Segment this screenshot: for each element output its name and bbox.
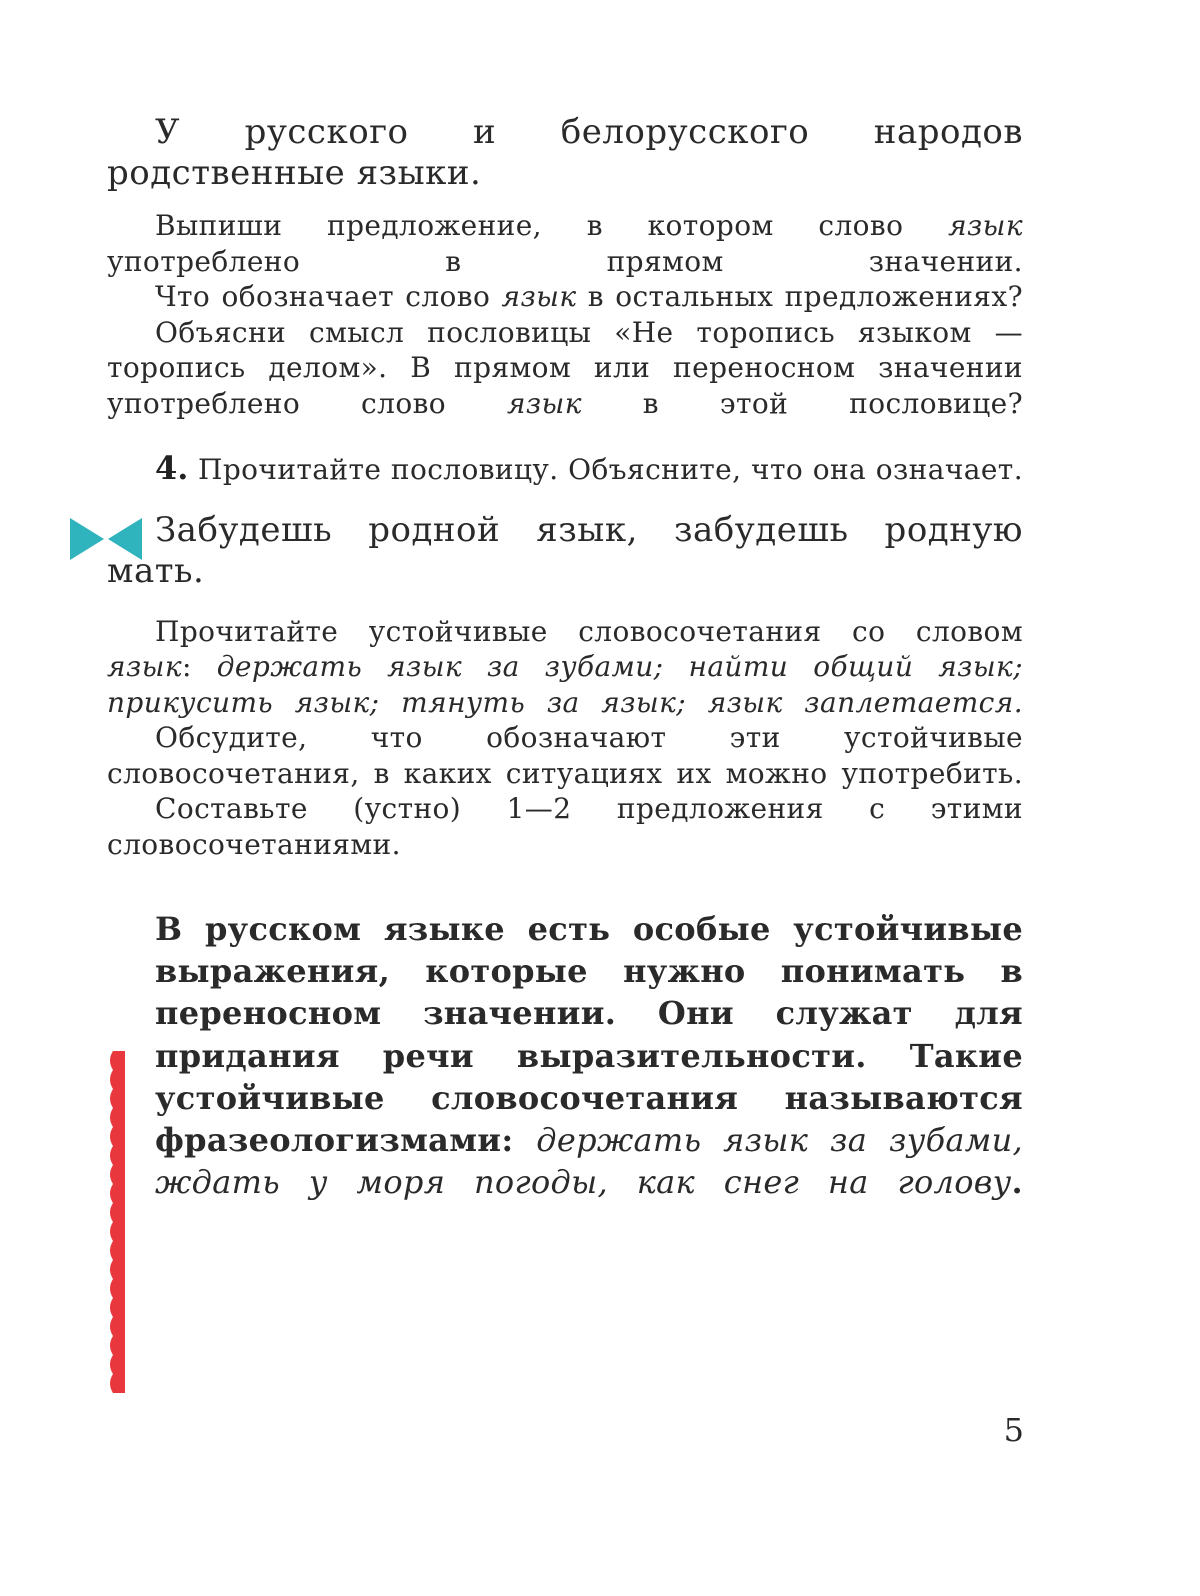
exercise-instruction-1: Выпиши предложение, в котором слово язык употреблено в прямом значении.: [107, 209, 1023, 278]
task-instruction: Прочитайте пословицу. Объясните, что она означает.: [188, 453, 1023, 486]
set-phrases-list: держать язык за зубами; найти общий язык; прикусить язык; тянуть за язык; язык заплетается.: [107, 650, 1023, 719]
discussion-paragraph: Обсудите, что обозначают эти устойчивые словосочетания, в каких ситуациях их можно употребить.: [107, 721, 1023, 790]
compose-paragraph: Составьте (устно) 1—2 предложения с этими словосочетаниями.: [107, 792, 1023, 861]
rule-examples: держать язык за зубами, ждать у моря погоды, как снег на голову: [155, 1121, 1023, 1202]
proverb: Забудешь родной язык, забудешь родную мать.: [107, 509, 1023, 591]
word-yazyk: язык: [501, 280, 577, 313]
word-yazyk: язык: [948, 209, 1023, 242]
word-yazyk: язык: [506, 386, 582, 420]
intro-sentence: У русского и белорусского народов родственные языки.: [107, 112, 1023, 193]
rule-box: [107, 908, 1023, 1203]
set-phrases-paragraph: Прочитайте устойчивые словосочетания со словом язык: держать язык за зубами; найти общий язык; прикусить язык; тянуть за язык; язык заплетается.: [107, 614, 1023, 719]
page-number: 5: [1003, 1411, 1024, 1449]
rule-text: В русском языке есть особые устойчивые выражения, которые нужно понимать в переносном значении. Они служат для придания речи выразительности. Такие устойчивые словосочетания называются фразеологизмами: держать язык за зубами, ждать у моря погоды, как снег на голову.: [155, 910, 1023, 1202]
exercise-question-1: Что обозначает слово язык в остальных предложениях?: [155, 280, 1023, 313]
page-content: [107, 112, 1023, 1203]
exercise-question-2: Объясни смысл пословицы «Не торопись языком — торопись делом». В прямом или переносном значении употреблено слово язык в этой пословице?: [107, 315, 1023, 420]
task-number: 4.: [155, 449, 189, 487]
task-4-header: [107, 451, 1023, 488]
